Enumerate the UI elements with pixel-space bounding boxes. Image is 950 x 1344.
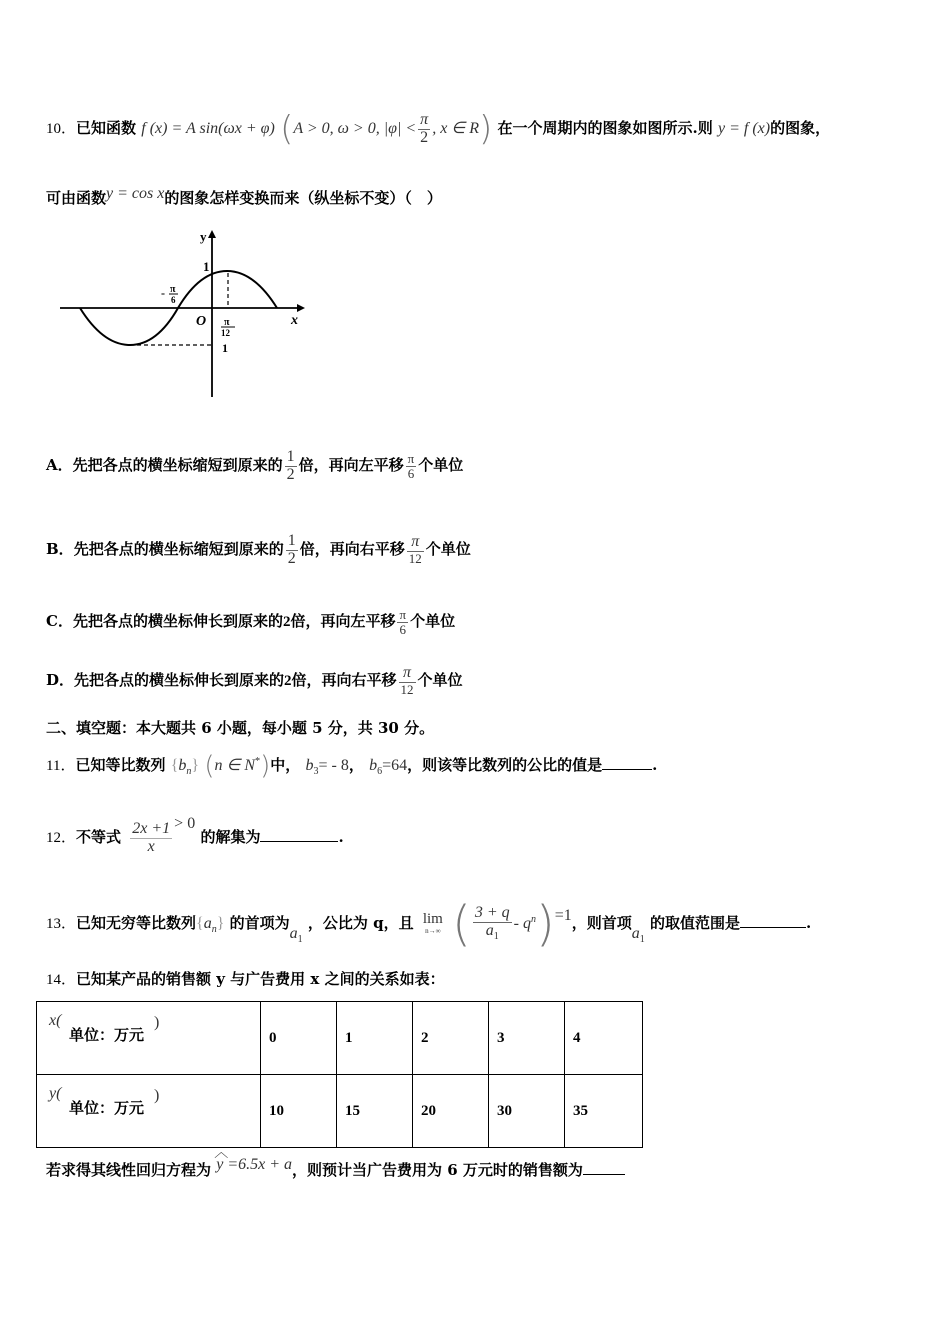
q13-seq-sub: n (211, 924, 217, 935)
q13-minus-sup: n (530, 914, 536, 925)
q10-cond: A > 0, ω > 0, |φ| < (293, 120, 417, 137)
table-cell: 35 (565, 1075, 643, 1148)
q10-number: 10． (46, 121, 77, 137)
option-a-letter: A． (46, 456, 73, 474)
q13-number: 13． (46, 916, 77, 932)
q11-seq-sub: n (186, 766, 192, 777)
table-row1-label (37, 1002, 261, 1075)
q12-tail: 的解集为 (200, 828, 261, 846)
q11-cond-sup: * (255, 756, 261, 767)
q14-text: 已知某产品的销售额 y 与广告费用 x 之间的关系如表： (76, 970, 445, 988)
y-axis-arrow (208, 230, 216, 238)
q10-base-func: y = cos x (106, 185, 165, 202)
option-a-text3: 个单位 (418, 456, 464, 474)
q14-after-tail: ，则预计当广告费用为 6 万元时的销售额为 (292, 1161, 583, 1179)
q13-mid2: ，公比为 q，且 (307, 914, 414, 932)
q10-mid: 在一个周期内的图象如图所示.则 (497, 119, 713, 137)
option-a-text2: 倍，再向左平移 (298, 456, 404, 474)
q14-regression: y =6.5x + a (216, 1156, 293, 1173)
table-cell: 0 (261, 1002, 337, 1075)
option-b-fnum: 1 (287, 531, 296, 549)
q11-answer-blank[interactable] (602, 755, 652, 770)
option-a-sden: 6 (406, 466, 417, 481)
q11-end: . (652, 756, 658, 774)
option-a-fden: 2 (286, 465, 295, 483)
q11-cond: n ∈ N (214, 757, 256, 774)
q13-lim: lim (422, 911, 443, 928)
option-d-text2: 倍，再向右平移 (291, 671, 397, 689)
option-d-letter: D． (46, 671, 75, 689)
option-b-snum: π (411, 533, 420, 551)
q11-b6-val: =64 (382, 757, 408, 774)
q13-minus: - q (513, 915, 531, 932)
option-b-sden: 12 (408, 551, 422, 567)
q10-cond-den: 2 (418, 129, 430, 147)
x-label: x (291, 313, 298, 328)
q13-eq: =1 (554, 907, 572, 924)
q14-stem (46, 967, 445, 992)
q10-cond-tail: , x ∈ R (432, 120, 479, 137)
q11-seq: b (178, 757, 187, 774)
option-c[interactable] (46, 598, 455, 645)
min-label: 1 (222, 341, 228, 355)
q13-prefix: 已知无穷等比数列 (76, 914, 197, 932)
sine-graph (55, 225, 315, 400)
table-cell: 1 (337, 1002, 413, 1075)
q13-mid3: ，则首项 (571, 914, 632, 932)
q12-frac-den: x (130, 838, 172, 856)
option-c-sden: 6 (397, 622, 408, 637)
option-b-fden: 2 (287, 549, 296, 567)
q12-number: 12． (46, 830, 77, 846)
left-tick-den: 6 (171, 295, 176, 305)
option-c-text1: 先把各点的横坐标伸长到原来的 (72, 612, 283, 630)
q14-number: 14． (46, 972, 77, 988)
option-d-factor: 2 (284, 673, 292, 689)
option-a-fnum: 1 (286, 447, 295, 465)
right-tick-num: π (224, 317, 230, 328)
section-2-heading: 二、填空题：本大题共 6 小题，每小题 5 分，共 30 分。 (46, 719, 435, 737)
q13-a1: a (289, 925, 298, 942)
table-row2-var: y( (49, 1085, 62, 1102)
q11-b6: b (369, 757, 378, 774)
option-d-sden: 12 (400, 682, 414, 698)
option-c-snum: π (399, 606, 407, 622)
left-tick-num: π (170, 284, 176, 295)
table-row2-close: ) (154, 1087, 160, 1104)
table-row1-close: ) (154, 1014, 160, 1031)
max-label: 1 (203, 259, 210, 274)
q12-prefix: 不等式 (76, 828, 122, 846)
option-c-letter: C． (46, 612, 73, 630)
data-table (36, 1001, 643, 1148)
option-a-text1: 先把各点的横坐标缩短到原来的 (72, 456, 283, 474)
option-a[interactable] (46, 430, 463, 500)
option-a-snum: π (407, 450, 415, 466)
q13-answer-blank[interactable] (740, 913, 806, 928)
q14-answer-blank[interactable] (583, 1160, 625, 1175)
table-row1-var: x( (49, 1012, 62, 1029)
q13-mid1: 的首项为 (229, 914, 290, 932)
x-axis-arrow (297, 304, 305, 312)
q13-tail: 的取值范围是 (649, 914, 740, 932)
q13-frac-den: a (485, 922, 494, 940)
q11-prefix: 已知等比数列 (75, 756, 166, 774)
q10-func: f (x) = A sin(ωx + φ) (141, 120, 275, 137)
option-d-text3: 个单位 (417, 671, 463, 689)
q12 (46, 800, 344, 875)
table-cell: 4 (565, 1002, 643, 1075)
q10-line2-prefix: 可由函数 (46, 189, 107, 207)
q11-b3-val: = - 8 (318, 757, 349, 774)
q13-lim-sub: n→∞ (425, 927, 441, 936)
q13-a1-again-sub: 1 (639, 934, 645, 945)
q13-a1-again: a (631, 925, 640, 942)
table-cell: 10 (261, 1075, 337, 1148)
option-d-text1: 先把各点的横坐标伸长到原来的 (74, 671, 285, 689)
option-b-letter: B． (46, 540, 74, 558)
table-row2-unit: 单位：万元 (69, 1099, 145, 1117)
table-row (37, 1002, 643, 1075)
option-b-text1: 先把各点的横坐标缩短到原来的 (73, 540, 284, 558)
option-c-text3: 个单位 (410, 612, 456, 630)
option-b-text2: 倍，再向右平移 (299, 540, 405, 558)
option-b[interactable] (46, 514, 471, 584)
q12-frac-num: 2x +1 (132, 819, 171, 837)
q11-b3-sub: 3 (313, 766, 319, 777)
q11-mid: 中， (270, 756, 301, 774)
left-tick-sign: - (161, 286, 165, 300)
q10-prefix: 已知函数 (76, 119, 137, 137)
table-row1-unit: 单位：万元 (69, 1026, 145, 1044)
table-cell: 15 (337, 1075, 413, 1148)
q12-answer-blank[interactable] (260, 827, 338, 842)
q10-line2-tail: 的图象怎样变换而来（纵坐标不变）（ ） (164, 189, 442, 207)
q13-frac-num: 3 + q (474, 904, 510, 922)
origin-label: O (196, 314, 207, 329)
table-cell: 2 (413, 1002, 489, 1075)
q11-b3: b (305, 757, 314, 774)
y-label: y (200, 229, 207, 244)
q10-tail: 的图象， (770, 119, 831, 137)
option-d[interactable] (46, 657, 463, 704)
q10-cond-num: π (420, 110, 429, 128)
option-c-text2: 倍，再向左平移 (290, 612, 396, 630)
q10-line2 (46, 186, 442, 211)
option-d-snum: π (403, 664, 412, 682)
q13-end: . (805, 914, 812, 932)
q10-line1: 10．已知函数 f (x) = A sin(ωx + φ) (A > 0, ω > 0, |φ| < $\frac{\pi}{2}$ , x ∈ R) 在一个周期内的图象如图所示.则 y = f (x)的图象， (46, 109, 831, 149)
q12-end: . (338, 828, 344, 846)
right-tick-den: 12 (221, 328, 230, 338)
table-cell: 20 (413, 1075, 489, 1148)
table-row (37, 1075, 643, 1148)
q11-b6-sub: 6 (377, 766, 383, 777)
table-cell: 3 (489, 1002, 565, 1075)
option-c-factor: 2 (282, 614, 291, 630)
table-cell: 30 (489, 1075, 565, 1148)
q14-after-prefix: 若求得其线性回归方程为 (46, 1161, 212, 1179)
q14-after (46, 1146, 625, 1189)
q13-seq: a (203, 915, 212, 932)
q11-comma: ， (348, 756, 364, 774)
q12-rel: > 0 (174, 815, 196, 832)
q13: 13．已知无穷等比数列$\{a_n\}$ 的首项为$a_1$ ，公比为 q，且 lim n→∞ ( $\frac{3 + q}{a_1}$ - $q^n)=1$，则首项$a_1$ 的取值范围是 . (46, 896, 812, 952)
option-b-text3: 个单位 (425, 540, 471, 558)
q10-y-eq: y = f (x) (717, 120, 771, 137)
q11-tail: ，则该等比数列的公比的值是 (407, 756, 603, 774)
q11: 11．已知等比数列 $\{b_n\}$ (n ∈ N*)中， $b_3= - 8$， $b_6=64$，则该等比数列的公比的值是 . (46, 751, 658, 781)
q13-a1-sub: 1 (297, 934, 303, 945)
q11-number: 11． (46, 758, 76, 774)
hat-mark: ︿ (214, 1146, 229, 1161)
q13-frac-den-sub: 1 (493, 931, 499, 943)
